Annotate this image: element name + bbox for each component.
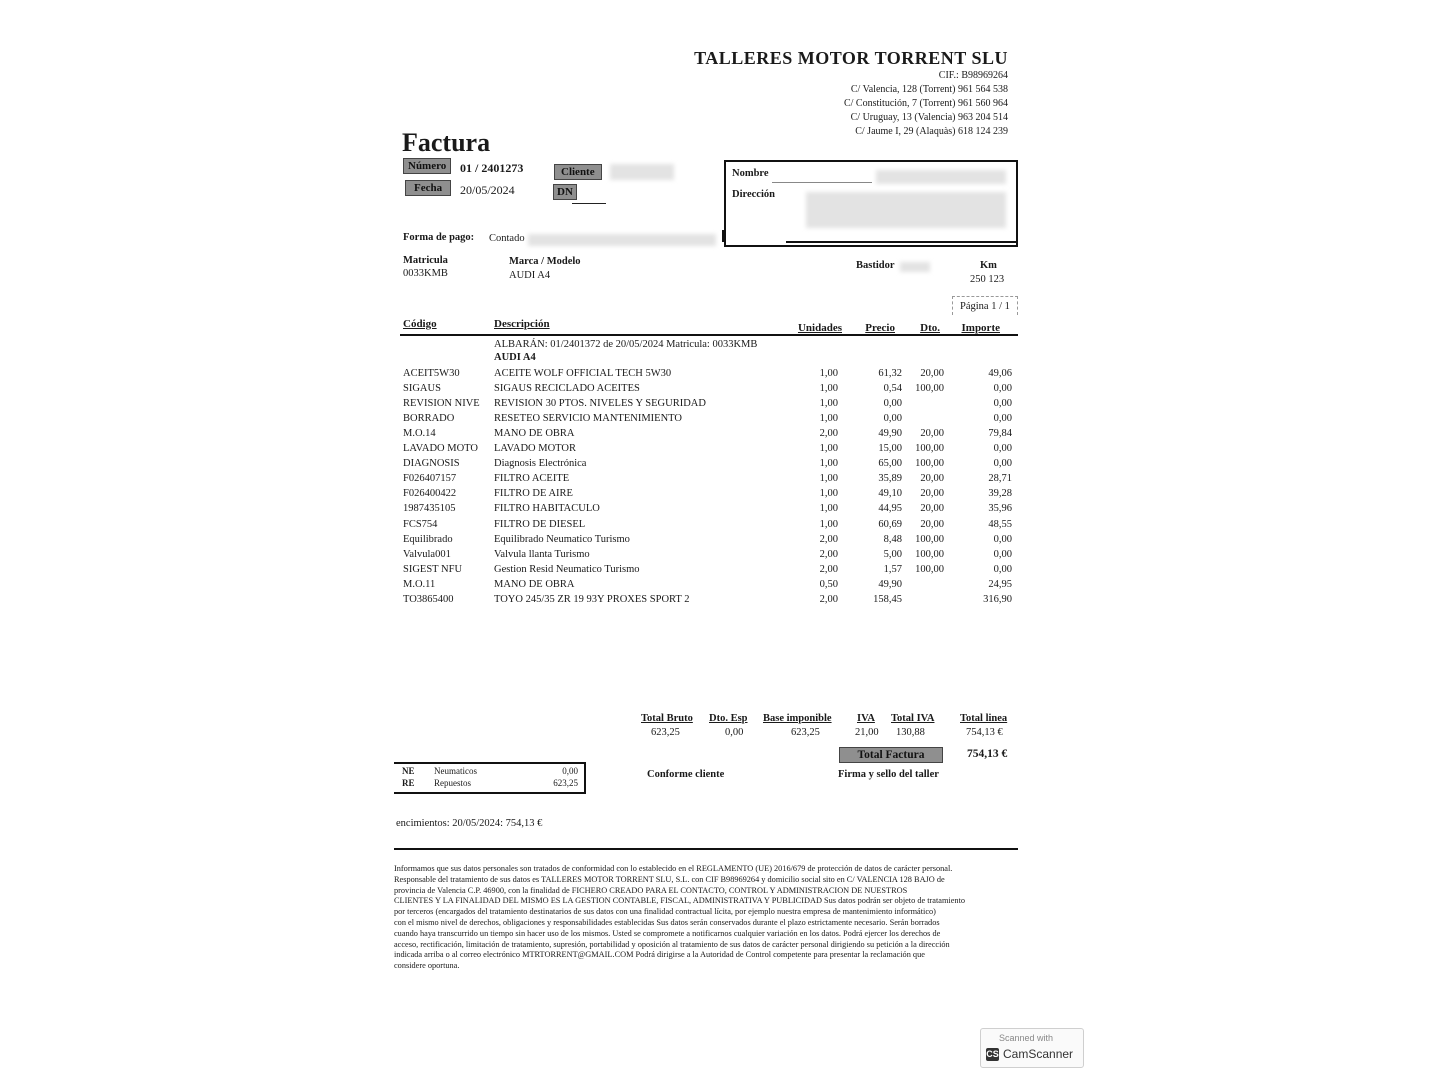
cell-precio: 49,90	[878, 578, 902, 590]
cell-importe: 0,00	[993, 563, 1012, 575]
cell-importe: 79,84	[988, 428, 1012, 440]
total-factura-value: 754,13 €	[967, 748, 1008, 760]
table-row	[400, 503, 1018, 518]
cell-importe: 316,90	[983, 593, 1012, 605]
table-row	[400, 549, 1018, 564]
total-linea-value: 754,13 €	[966, 727, 1003, 738]
cell-precio: 0,00	[883, 413, 902, 425]
cell-importe: 0,00	[993, 533, 1012, 545]
cell-codigo: ACEIT5W30	[403, 368, 460, 379]
cell-unidades: 1,00	[819, 398, 838, 410]
cell-unidades: 1,00	[819, 383, 838, 395]
cell-descripcion: LAVADO MOTOR	[494, 443, 576, 455]
cell-dto: 100,00	[915, 443, 944, 455]
legal-line: CLIENTES Y LA FINALIDAD DEL MISMO ES LA GESTION CONTABLE, FISCAL, ADMINISTRATIVA Y PUBLICIDAD Sus datos podrán ser objeto de tratamiento	[394, 896, 966, 906]
table-row	[400, 383, 1018, 398]
base-imponible-value: 623,25	[791, 727, 820, 738]
km-label: Km	[980, 260, 997, 271]
cell-descripcion: REVISION 30 PTOS. NIVELES Y SEGURIDAD	[494, 398, 706, 410]
cell-codigo: 1987435105	[403, 503, 456, 515]
cell-precio: 35,89	[878, 473, 902, 485]
camscanner-watermark	[980, 1028, 1084, 1068]
dni-underline	[572, 203, 606, 204]
cell-descripcion: Gestion Resid Neumatico Turismo	[494, 563, 640, 575]
cell-unidades: 2,00	[819, 428, 838, 440]
cell-precio: 0,00	[883, 398, 902, 410]
nombre-label: Nombre	[732, 168, 769, 179]
camscanner-brand: CamScanner	[1003, 1047, 1074, 1061]
cell-importe: 0,00	[993, 458, 1012, 470]
legal-separator	[394, 848, 1018, 850]
matricula-value: 0033KMB	[403, 268, 448, 279]
company-address: C/ Valencia, 128 (Torrent) 961 564 538	[850, 84, 1008, 95]
direccion-label: Dirección	[732, 189, 775, 200]
total-iva-value: 130,88	[896, 727, 925, 738]
ne-code: NE	[402, 766, 415, 776]
legal-line: considere oportuna.	[394, 961, 460, 971]
header-dto: Dto.	[920, 322, 940, 334]
marca-label: Marca / Modelo	[509, 256, 581, 267]
dto-esp-value: 0,00	[725, 727, 744, 738]
cell-importe: 48,55	[988, 518, 1012, 530]
header-codigo: Código	[403, 318, 437, 330]
cell-dto: 100,00	[915, 533, 944, 545]
cell-precio: 15,00	[878, 443, 902, 455]
table-row	[400, 368, 1018, 383]
cell-dto: 100,00	[915, 563, 944, 575]
legal-line: indicada arriba o al correo electrónico MTRTORRENT@GMAIL.COM Podrá dirigirse a la Autoridad de Control competente para presentar la reclamación que	[394, 950, 925, 960]
cell-codigo: DIAGNOSIS	[403, 458, 460, 470]
albaran-line: ALBARÁN: 01/2401372 de 20/05/2024 Matricula: 0033KMB	[494, 339, 758, 350]
cell-codigo: F026400422	[403, 488, 457, 500]
cell-precio: 8,48	[883, 533, 902, 545]
cell-unidades: 1,00	[819, 503, 838, 515]
cell-unidades: 1,00	[819, 443, 838, 455]
invoice-title: Factura	[402, 128, 491, 157]
legal-line: provincia de Valencia C.P. 46900, con la finalidad de FICHERO CREADO PARA EL CONTACTO, CONTROL Y ADMINISTRACION DE NUESTROS	[394, 885, 908, 895]
redacted-client-id	[610, 164, 674, 180]
cell-descripcion: MANO DE OBRA	[494, 428, 575, 440]
cell-importe: 0,00	[993, 383, 1012, 395]
km-value: 250 123	[970, 274, 1005, 285]
cell-descripcion: Equilibrado Neumatico Turismo	[494, 533, 630, 545]
cell-importe: 28,71	[988, 473, 1012, 485]
header-unidades: Unidades	[797, 322, 842, 334]
fecha-label: Fecha	[405, 180, 451, 196]
table-row	[400, 579, 1018, 594]
forma-pago-value: Contado	[489, 233, 525, 244]
cell-codigo: Valvula001	[403, 548, 451, 560]
cell-codigo: M.O.11	[403, 578, 436, 590]
re-label: Repuestos	[434, 778, 471, 788]
company-header	[694, 48, 1008, 139]
legal-notice	[394, 864, 1018, 972]
cell-precio: 5,00	[883, 548, 902, 560]
cliente-label: Cliente	[554, 164, 602, 180]
cell-unidades: 0,50	[819, 578, 838, 590]
cell-precio: 61,32	[878, 368, 902, 379]
marca-value: AUDI A4	[509, 270, 551, 281]
cell-unidades: 2,00	[819, 548, 838, 560]
cell-codigo: BORRADO	[403, 413, 455, 425]
cell-dto: 100,00	[915, 458, 944, 470]
cell-unidades: 1,00	[819, 413, 838, 425]
cell-codigo: FCS754	[403, 518, 438, 530]
cell-unidades: 1,00	[819, 518, 838, 530]
table-row	[400, 428, 1018, 443]
items-table-header	[400, 318, 1018, 336]
cell-dto: 20,00	[920, 518, 944, 530]
table-row	[400, 398, 1018, 413]
cell-precio: 60,69	[878, 518, 902, 530]
cell-codigo: M.O.14	[403, 428, 436, 440]
cell-descripcion: FILTRO DE DIESEL	[494, 518, 586, 530]
total-iva-label: Total IVA	[891, 713, 935, 724]
cell-importe: 0,00	[993, 443, 1012, 455]
cell-unidades: 1,00	[819, 488, 838, 500]
cell-unidades: 1,00	[819, 458, 838, 470]
cell-precio: 0,54	[883, 383, 902, 395]
cell-dto: 20,00	[920, 488, 944, 500]
cell-descripcion: FILTRO ACEITE	[494, 473, 570, 485]
cell-dto: 20,00	[920, 503, 944, 515]
camscanner-icon: CS	[986, 1049, 999, 1059]
matricula-label: Matricula	[403, 255, 448, 266]
cell-codigo: REVISION NIVE	[403, 398, 480, 410]
cell-codigo: SIGAUS	[403, 383, 441, 395]
table-row	[400, 594, 1018, 609]
vencimientos: encimientos: 20/05/2024: 754,13 €	[396, 818, 543, 829]
dto-esp-label: Dto. Esp	[709, 713, 748, 724]
base-imponible-label: Base imponible	[763, 713, 832, 724]
cell-precio: 49,10	[878, 488, 902, 500]
camscanner-top: Scanned with	[999, 1033, 1054, 1043]
total-factura-label: Total Factura	[839, 747, 943, 763]
table-row	[400, 564, 1018, 579]
cell-descripcion: Diagnosis Electrónica	[494, 458, 587, 470]
cell-descripcion: TOYO 245/35 ZR 19 93Y PROXES SPORT 2	[494, 593, 690, 605]
legal-line: acceso, rectificación, limitación de tratamiento, supresión, portabilidad y oposición al tratamiento de sus datos de carácter personal dirigiendo su petición a la dirección	[394, 939, 950, 949]
cell-importe: 39,28	[988, 488, 1012, 500]
legal-line: cuando haya transcurrido un tiempo sin hacer uso de los mismos. Usted se compromete a notificarnos cualquier variación en los datos. Podrá ejercer los derechos de	[394, 928, 941, 938]
cell-unidades: 2,00	[819, 593, 838, 605]
firma-sello: Firma y sello del taller	[838, 769, 939, 780]
cell-unidades: 1,00	[819, 473, 838, 485]
cell-dto: 20,00	[920, 428, 944, 440]
cell-descripcion: FILTRO HABITACULO	[494, 503, 600, 515]
cell-dto: 100,00	[915, 383, 944, 395]
table-row	[400, 458, 1018, 473]
cell-unidades: 2,00	[819, 533, 838, 545]
table-row	[400, 473, 1018, 488]
legal-line: por terceros (encargados del tratamiento destinatarios de sus datos con una finalidad contractual lícita, por ejemplo nuestra empresa de mantenimiento informático)	[394, 907, 936, 917]
numero-value: 01 / 2401273	[460, 161, 524, 175]
cell-descripcion: FILTRO DE AIRE	[494, 488, 573, 500]
legal-line: con el mismo nivel de derechos, obligaciones y responsabilidades establecidas Sus datos serán conservados durante el plazo estrictamente necesario. Serán borrados	[394, 917, 940, 927]
cell-descripcion: MANO DE OBRA	[494, 578, 575, 590]
bastidor-label: Bastidor	[856, 260, 895, 271]
redacted-forma-pago	[528, 234, 716, 246]
header-precio: Precio	[865, 322, 895, 334]
header-importe: Importe	[961, 322, 1000, 334]
redacted-direccion	[806, 192, 1006, 228]
company-address: C/ Uruguay, 13 (Valencia) 963 204 514	[850, 112, 1008, 123]
albaran-model: AUDI A4	[494, 352, 536, 363]
cell-importe: 49,06	[988, 368, 1012, 379]
total-bruto-label: Total Bruto	[641, 713, 693, 724]
cell-importe: 24,95	[988, 578, 1012, 590]
cell-codigo: F026407157	[403, 473, 457, 485]
cell-codigo: Equilibrado	[403, 533, 453, 545]
dni-label: DN	[553, 184, 577, 200]
client-box-bottom-line	[786, 241, 1016, 243]
conforme-cliente: Conforme cliente	[647, 769, 725, 780]
numero-label: Número	[403, 158, 451, 174]
cell-precio: 44,95	[878, 503, 902, 515]
table-row	[400, 413, 1018, 428]
cell-importe: 0,00	[993, 398, 1012, 410]
cell-unidades: 1,00	[819, 368, 838, 379]
cell-importe: 35,96	[988, 503, 1012, 515]
fecha-value: 20/05/2024	[460, 183, 515, 197]
mark-line	[722, 230, 724, 242]
cell-descripcion: SIGAUS RECICLADO ACEITES	[494, 383, 640, 395]
cell-precio: 158,45	[873, 593, 902, 605]
total-linea-label: Total linea	[960, 713, 1008, 724]
company-address: C/ Jaume I, 29 (Alaquàs) 618 124 239	[855, 126, 1008, 137]
iva-value: 21,00	[855, 727, 879, 738]
cell-descripcion: Valvula llanta Turismo	[494, 548, 590, 560]
nombre-line	[772, 182, 872, 183]
legal-line: Informamos que sus datos personales son tratados de conformidad con lo establecido en el REGLAMENTO (UE) 2016/679 de protección de datos de carácter personal.	[394, 864, 953, 873]
table-row	[400, 519, 1018, 534]
header-descripcion: Descripción	[494, 318, 550, 330]
redacted-nombre	[876, 170, 1006, 184]
cell-descripcion: ACEITE WOLF OFFICIAL TECH 5W30	[494, 368, 672, 379]
total-bruto-value: 623,25	[651, 727, 680, 738]
cell-dto: 20,00	[920, 368, 944, 379]
cell-importe: 0,00	[993, 413, 1012, 425]
cell-precio: 1,57	[883, 563, 902, 575]
company-cif: CIF.: B98969264	[938, 70, 1008, 81]
cell-codigo: LAVADO MOTO	[403, 443, 478, 455]
cell-precio: 65,00	[878, 458, 902, 470]
ne-value: 0,00	[562, 766, 578, 776]
re-code: RE	[402, 778, 415, 788]
cell-precio: 49,90	[878, 428, 902, 440]
ne-label: Neumaticos	[434, 766, 477, 776]
summary-box	[394, 762, 586, 794]
table-row	[400, 443, 1018, 458]
cell-descripcion: RESETEO SERVICIO MANTENIMIENTO	[494, 413, 682, 425]
cell-codigo: TO3865400	[403, 593, 454, 605]
cell-dto: 100,00	[915, 548, 944, 560]
legal-line: Responsable del tratamiento de sus datos es TALLERES MOTOR TORRENT SLU, S.L. con CIF B98969264 y domicilio social sito en C/ VALENCIA 128 BAJO de	[394, 874, 945, 884]
forma-pago-label: Forma de pago:	[403, 232, 475, 243]
cell-codigo: SIGEST NFU	[403, 563, 463, 575]
client-info-box	[724, 160, 1018, 247]
redacted-bastidor	[900, 262, 930, 272]
iva-label: IVA	[857, 713, 875, 724]
re-value: 623,25	[553, 778, 578, 788]
cell-unidades: 2,00	[819, 563, 838, 575]
pagina-value: Página 1 / 1	[960, 301, 1010, 312]
cell-importe: 0,00	[993, 548, 1012, 560]
cell-dto: 20,00	[920, 473, 944, 485]
table-row	[400, 534, 1018, 549]
company-name: TALLERES MOTOR TORRENT SLU	[694, 48, 1008, 68]
table-row	[400, 488, 1018, 503]
company-address: C/ Constitución, 7 (Torrent) 961 560 964	[843, 98, 1008, 109]
